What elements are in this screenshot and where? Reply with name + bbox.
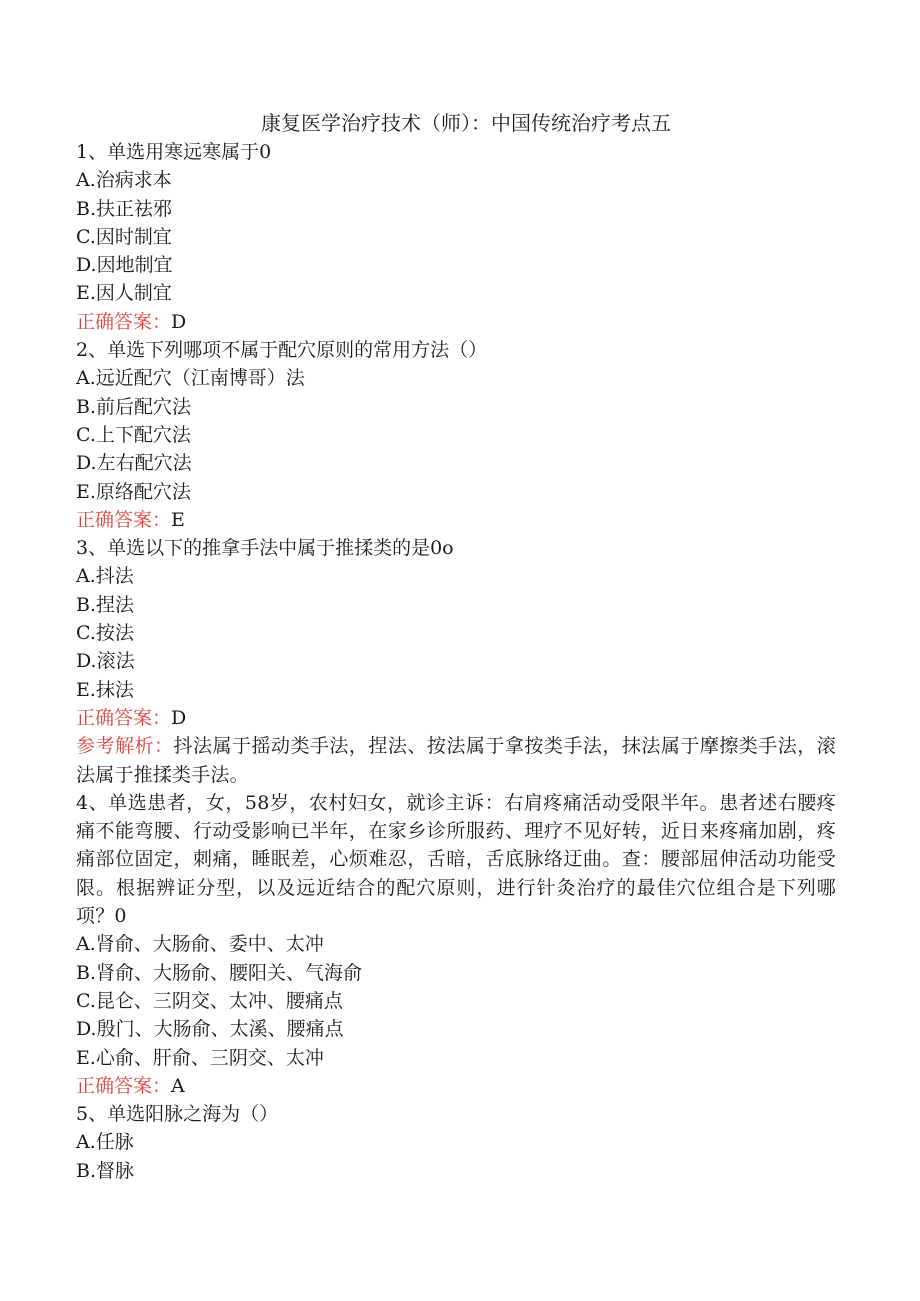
question-3 xyxy=(76,534,836,789)
option-b: B.前后配穴法 xyxy=(76,395,192,418)
answer-value: A xyxy=(171,1074,185,1097)
question-stem: 4、单选患者，女，58岁，农村妇女，就诊主诉：右肩疼痛活动受限半年。患者述右腰疼痛不能弯腰、行动受影响已半年，在家乡诊所服药、理疗不见好转，近日来疼痛加剧，疼痛部位固定，刺痛，睡眠差，心烦难忍，舌暗，舌底脉络迂曲。查：腰部屈伸活动功能受限。根据辨证分型，以及远近结合的配穴原则，进行针灸治疗的最佳穴位组合是下列哪项？0 xyxy=(76,791,836,928)
option-b: B.扶正祛邪 xyxy=(76,197,173,220)
question-2 xyxy=(76,336,836,534)
option-b: B.捏法 xyxy=(76,593,135,616)
correct-answer xyxy=(76,1072,836,1100)
option-d: D.因地制宜 xyxy=(76,254,173,277)
option-e: E.因人制宜 xyxy=(76,282,172,305)
question-stem: 2、单选下列哪项不属于配穴原则的常用方法（） xyxy=(76,339,488,362)
correct-answer xyxy=(76,308,836,336)
option-a: A.治病求本 xyxy=(76,169,172,192)
analysis-text: 抖法属于摇动类手法，捏法、按法属于拿按类手法，抹法属于摩擦类手法，滚法属于推揉类手法。 xyxy=(76,735,836,786)
answer-label: 正确答案： xyxy=(76,1074,172,1097)
option-e: E.抹法 xyxy=(76,678,134,701)
option-a: A.抖法 xyxy=(76,565,134,588)
answer-value: E xyxy=(171,508,185,531)
answer-value: D xyxy=(171,706,187,729)
analysis xyxy=(76,732,836,789)
answer-value: D xyxy=(171,310,187,333)
document-page xyxy=(76,108,836,1185)
option-e: E.心俞、肝俞、三阴交、太冲 xyxy=(76,1046,324,1069)
question-stem: 5、单选阳脉之海为（） xyxy=(76,1103,279,1126)
option-c: C.因时制宜 xyxy=(76,225,172,248)
answer-label: 正确答案： xyxy=(76,706,172,729)
option-d: D.左右配穴法 xyxy=(76,452,192,475)
option-a: A.任脉 xyxy=(76,1131,134,1154)
option-d: D.滚法 xyxy=(76,650,135,673)
option-e: E.原络配穴法 xyxy=(76,480,191,503)
option-b: B.肾俞、大肠俞、腰阳关、气海俞 xyxy=(76,961,363,984)
document-title: 康复医学治疗技术（师）：中国传统治疗考点五 xyxy=(261,111,671,135)
option-b: B.督脉 xyxy=(76,1159,135,1182)
option-c: C.昆仑、三阴交、太冲、腰痛点 xyxy=(76,989,343,1012)
option-a: A.肾俞、大肠俞、委中、太冲 xyxy=(76,933,324,956)
question-5 xyxy=(76,1100,836,1185)
question-1 xyxy=(76,138,836,336)
option-c: C.按法 xyxy=(76,622,134,645)
question-stem: 1、单选用寒远寒属于0 xyxy=(76,141,272,163)
correct-answer xyxy=(76,506,836,534)
question-stem: 3、单选以下的推拿手法中属于推揉类的是0o xyxy=(76,537,454,560)
analysis-label: 参考解析： xyxy=(76,735,174,758)
answer-label: 正确答案： xyxy=(76,508,172,531)
question-4 xyxy=(76,789,836,1100)
option-d: D.殷门、大肠俞、太溪、腰痛点 xyxy=(76,1018,344,1041)
option-c: C.上下配穴法 xyxy=(76,423,191,446)
correct-answer xyxy=(76,704,836,732)
answer-label: 正确答案： xyxy=(76,310,172,333)
option-a: A.远近配穴（江南博哥）法 xyxy=(76,367,305,390)
